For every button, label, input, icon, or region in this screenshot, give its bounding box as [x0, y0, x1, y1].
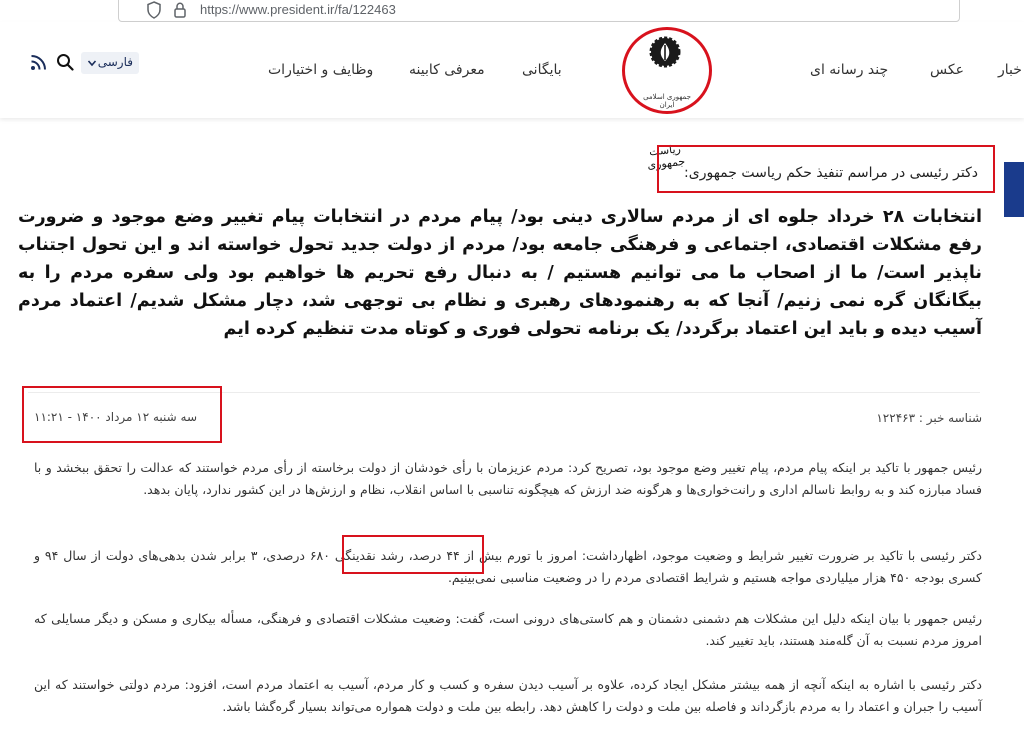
nav-item-multimedia[interactable]: چند رسانه ای [810, 62, 889, 78]
article-date: سه شنبه ۱۲ مرداد ۱۴۰۰ - ۱۱:۲۱ [34, 410, 198, 424]
emblem-icon[interactable] [649, 36, 681, 68]
nav-item-archive[interactable]: بایگانی [522, 62, 562, 78]
rss-icon[interactable] [30, 54, 47, 71]
article-paragraph: دکتر رئیسی با تاکید بر ضرورت تغییر شرایط و وضعیت موجود، اظهارداشت: امروز با تورم بیش از ۴۴ درصد، رشد نقدینگی ۶۸۰ درصدی، ۳ برابر شدن بدهی‌های دولت از سال ۹۴ و کسری بودجه ۴۵۰ هزار میلیاردی مواجه هستیم و شرایط اقتصادی مردم را در وضعیت مناسبی نمی‌بینیم. [34, 548, 982, 585]
side-accent-bar [1004, 162, 1024, 217]
article-kicker: دکتر رئیسی در مراسم تنفیذ حکم ریاست جمهوری: [684, 165, 978, 181]
browser-address-bar [0, 0, 1024, 23]
article-headline: انتخابات ۲۸ خرداد جلوه ای از مردم سالاری دینی بود/ پیام مردم در انتخابات پیام تغییر وضع موجود و ضرورت رفع مشکلات اقتصادی، اجتماعی و فرهنگی جامعه بود/ مردم از دولت جدید تحول خواسته اند و این تحول اجتناب ناپذیر است/ ما از اصحاب ما می توانیم هستیم / به دنبال رفع تحریم ها خواهیم بود ولی سفره مردم را به بیگانگان گره نمی زنیم/ آنجا که به رهنمودهای رهبری و نظام بی توجهی شد، دچار مشکل شدیم/ اعتماد مردم آسیب دیده و باید این اعتماد برگردد/ یک برنامه تحولی فوری و کوتاه مدت تنظیم کرده ایم [18, 207, 982, 339]
search-icon[interactable] [56, 53, 74, 71]
shield-icon[interactable] [146, 1, 162, 19]
nav-item-news[interactable]: خبار [998, 62, 1022, 78]
language-label: فارسی [97, 55, 133, 69]
article-paragraph: رئیس جمهور با تاکید بر اینکه پیام مردم، پیام تغییر وضع موجود بود، تصریح کرد: مردم عزیزمان با رأی خودشان از دولت برخاسته از رأی مردم خواستند که عدالت را تحقق ببخشد و با فساد مبارزه کند و به روابط ناسالم اداری و رانت‌خواری‌ها و هرگونه ضد ارزش که هیچگونه تناسبی با اساس انقلاب، نظام و ارزش‌ها در این کشور ندارد، پایان بدهد. [34, 460, 982, 497]
chevron-down-icon [87, 58, 97, 68]
logo-text: ریاست جمهوری [646, 142, 686, 172]
nav-item-cabinet[interactable]: معرفی کابینه [409, 62, 485, 78]
nav-item-duties[interactable]: وظایف و اختیارات [268, 62, 374, 78]
news-id: شناسه خبر : ۱۲۲۴۶۳ [876, 411, 982, 425]
article-paragraph: دکتر رئیسی با اشاره به اینکه آنچه از همه بیشتر مشکل ایجاد کرده، علاوه بر آسیب دیدن سفره و کسب و کار مردم، آسیب به اعتماد مردم است، افزود: مردم دولتی خواستند که این آسیب را جبران و اعتماد را به مردم بازگرداند و فاصله بین ملت و دولت را کاهش دهد. رابطه بین ملت و دولت همواره می‌تواند بسیار گره‌گشا باشد. [34, 677, 982, 714]
url-text[interactable]: https://www.president.ir/fa/122463 [200, 2, 396, 17]
logo-subtext: جمهوری اسلامی ایران [643, 93, 691, 109]
lock-icon[interactable] [173, 1, 187, 19]
language-select[interactable] [81, 52, 139, 74]
site-header [0, 22, 1024, 172]
article-paragraph: رئیس جمهور با بیان اینکه دلیل این مشکلات هم دشمنی دشمنان و هم کاستی‌های درونی است، گفت: وضعیت مشکلات اقتصادی و فرهنگی، مسأله بیکاری و مسکن و دیگر مسایلی که امروز مردم نسبت به آن گله‌مند هستند، باید تغییر کند. [34, 611, 982, 648]
inflation-highlight-box [342, 535, 484, 574]
nav-item-photo[interactable]: عکس [930, 62, 964, 78]
